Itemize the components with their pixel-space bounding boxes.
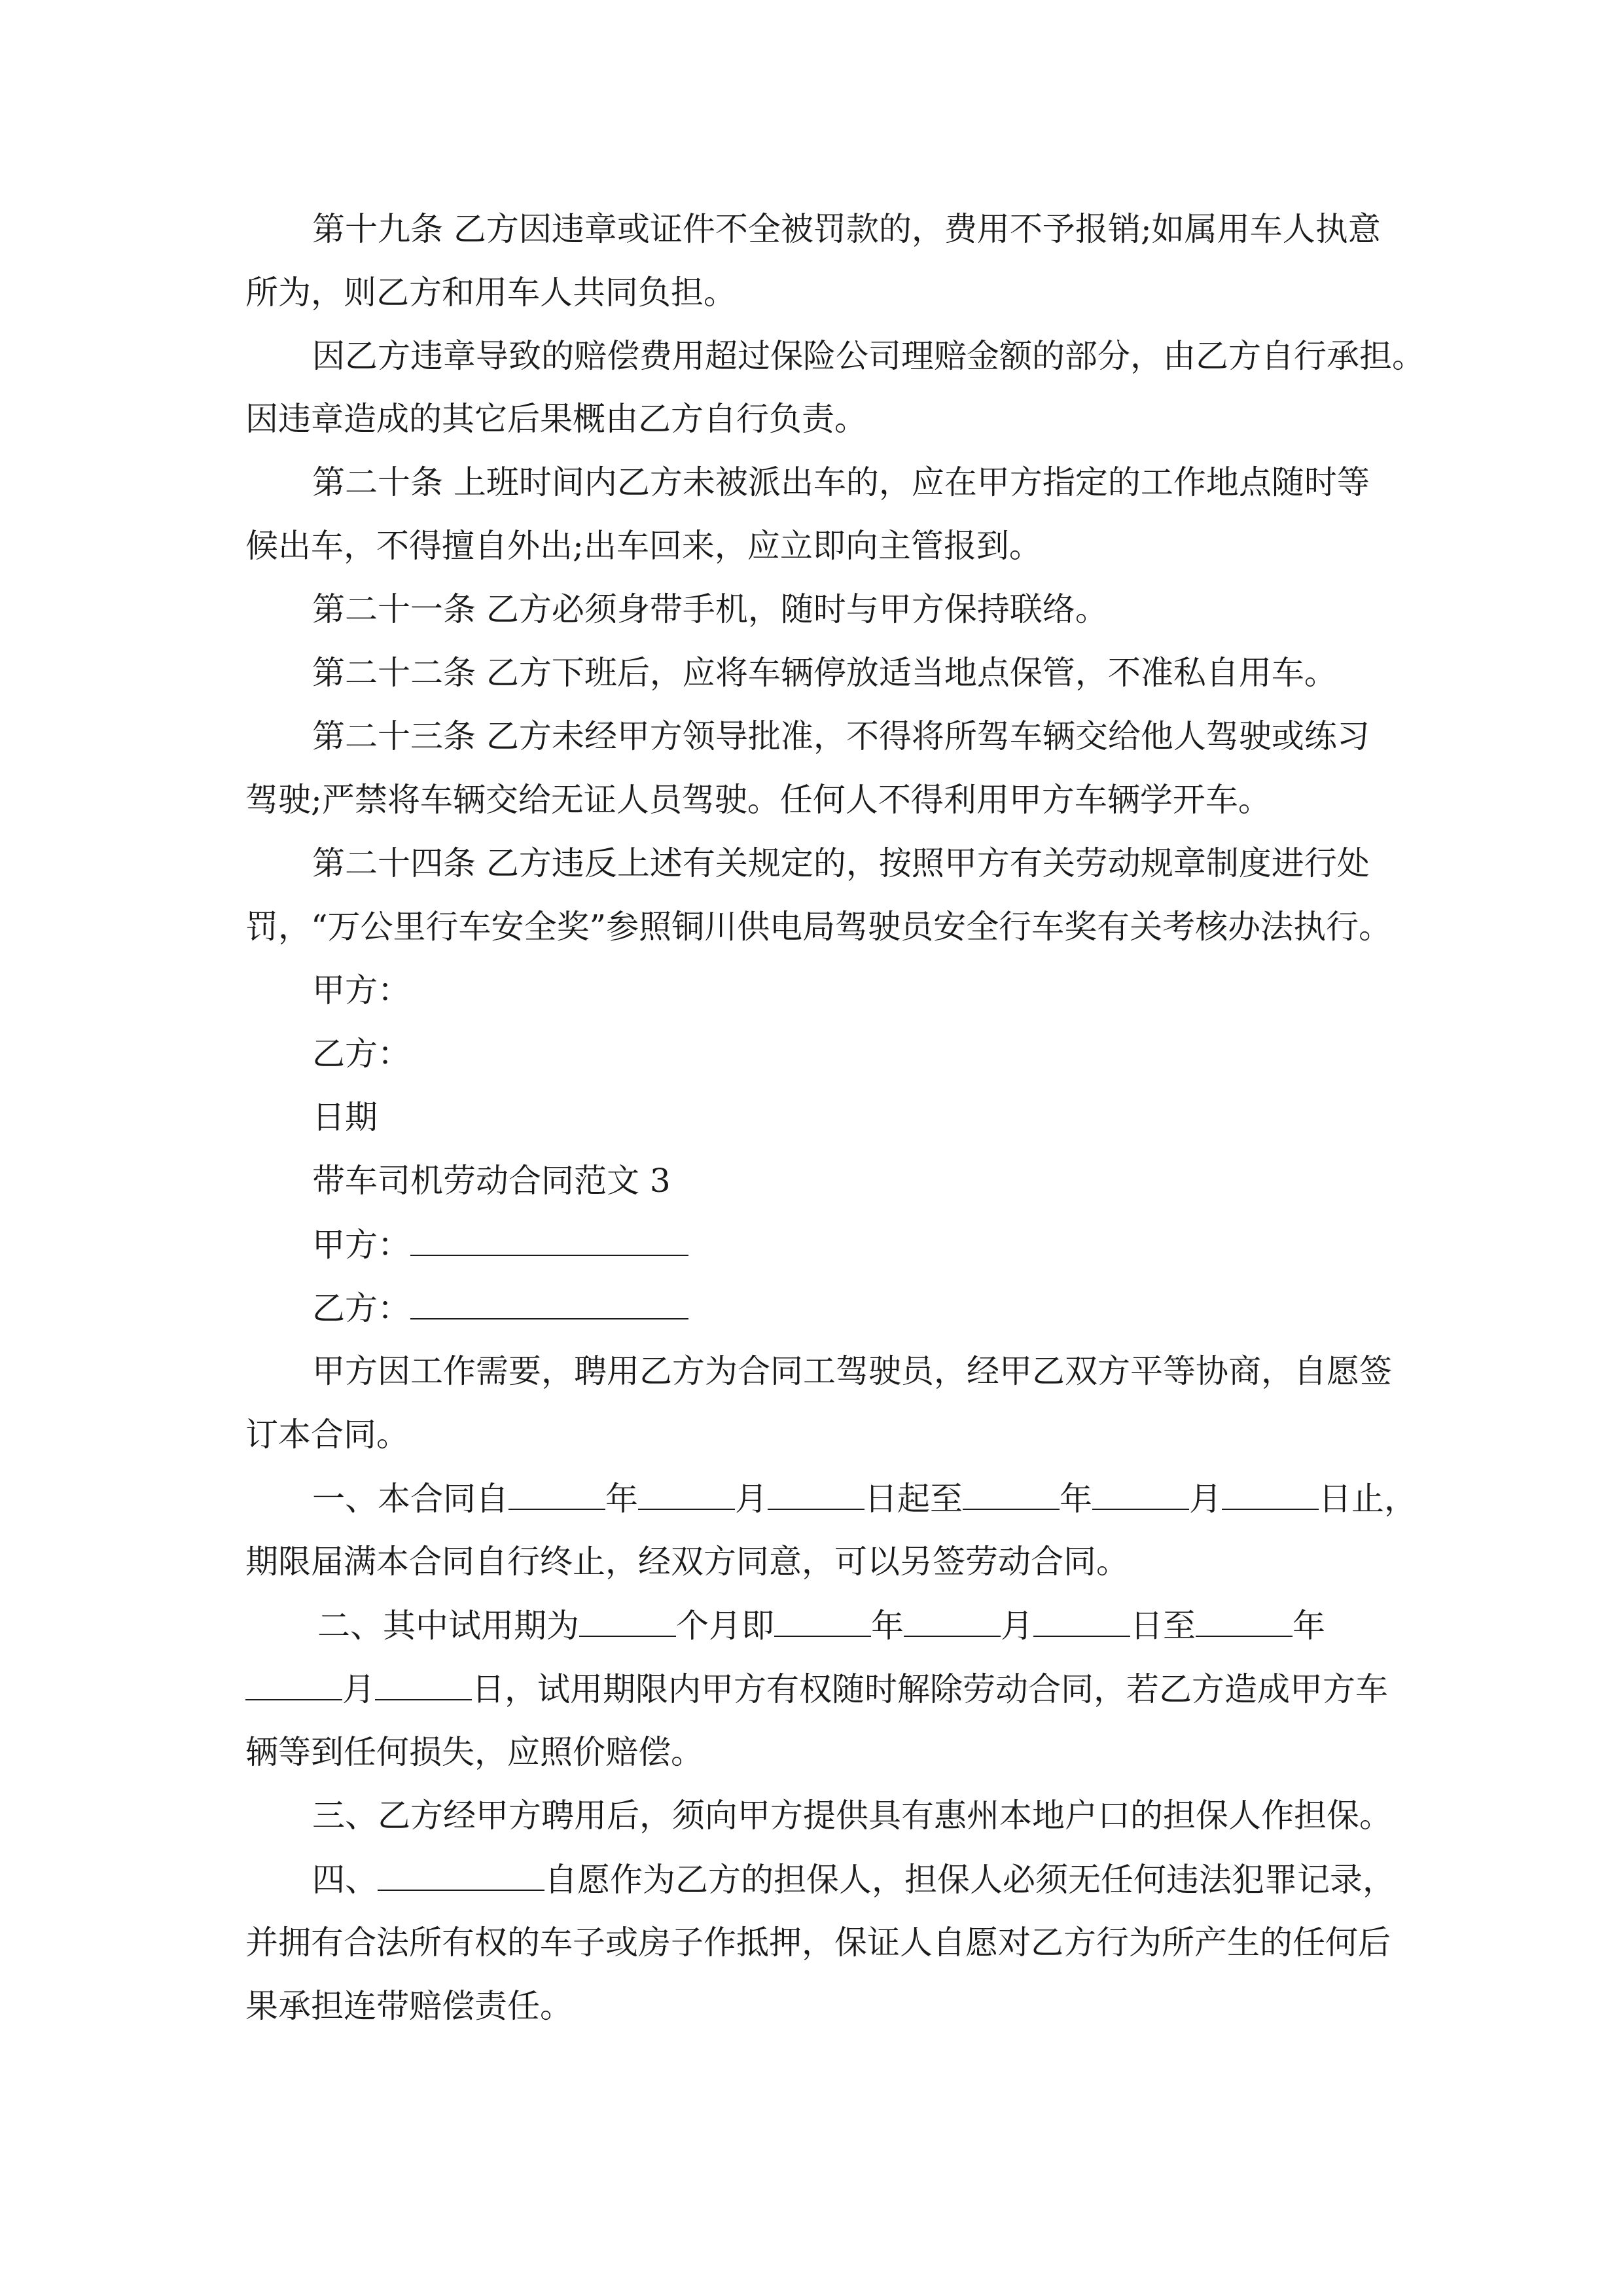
intro-line-1: 甲方因工作需要，聘用乙方为合同工驾驶员，经甲乙双方平等协商，自愿签 <box>312 1352 1392 1390</box>
date-label: 日期 <box>312 1098 378 1136</box>
clause-2-start: 二、其中试用期为 <box>317 1607 579 1645</box>
paragraph-liability-line-2: 因违章造成的其它后果概由乙方自行负责。 <box>245 400 867 438</box>
clause-2-blank <box>375 1668 472 1700</box>
clause-1-blank <box>508 1477 605 1510</box>
clause-1-year: 年 <box>605 1480 638 1518</box>
clause-1-start: 一、本合同自 <box>312 1480 508 1518</box>
clause-1-line-2: 期限届满本合同自行终止，经双方同意，可以另签劳动合同。 <box>245 1543 1129 1581</box>
clause-2-line-2 <box>245 1668 1397 1710</box>
clause-1-blank <box>638 1477 735 1510</box>
clause-1-year-2: 年 <box>1060 1480 1092 1518</box>
party-b-label: 乙方： <box>312 1035 410 1073</box>
party-b-field-label: 乙方： <box>312 1289 410 1327</box>
clause-2-blank <box>1033 1604 1130 1637</box>
clause-4-line-2: 并拥有合法所有权的车子或房子作抵押，保证人自愿对乙方行为所产生的任何后 <box>245 1924 1391 1962</box>
clause-2-blank <box>904 1604 1001 1637</box>
contract-3-title: 带车司机劳动合同范文 3 <box>312 1162 671 1200</box>
clause-1-blank <box>1092 1477 1189 1510</box>
article-22: 第二十二条 乙方下班后，应将车辆停放适当地点保管，不准私自用车。 <box>312 654 1337 692</box>
clause-2-blank <box>774 1604 871 1637</box>
clause-1-blank <box>768 1477 865 1510</box>
party-a-label: 甲方： <box>312 971 410 1009</box>
article-19-line-1: 第十九条 乙方因违章或证件不全被罚款的，费用不予报销;如属用车人执意 <box>312 210 1381 248</box>
article-20-line-1: 第二十条 上班时间内乙方未被派出车的，应在甲方指定的工作地点随时等 <box>312 463 1370 501</box>
intro-line-2: 订本合同。 <box>245 1416 409 1454</box>
party-a-field-label: 甲方： <box>312 1226 410 1264</box>
clause-2-blank <box>1196 1604 1293 1637</box>
clause-2-month: 月 <box>1001 1607 1033 1645</box>
clause-2-month-2: 月 <box>342 1670 375 1708</box>
guarantor-blank <box>378 1858 544 1891</box>
clause-1-blank <box>1222 1477 1319 1510</box>
article-23-line-2: 驾驶;严禁将车辆交给无证人员驾驶。任何人不得利用甲方车辆学开车。 <box>245 781 1271 819</box>
clause-1-end: 日止， <box>1319 1480 1417 1518</box>
party-a-field <box>312 1223 688 1266</box>
clause-4-start: 四、 <box>312 1861 378 1899</box>
clause-2-year-2: 年 <box>1293 1607 1325 1645</box>
clause-1-blank <box>963 1477 1060 1510</box>
article-20-line-2: 候出车，不得擅自外出;出车回来，应立即向主管报到。 <box>245 527 1042 565</box>
clause-2-year: 年 <box>871 1607 904 1645</box>
article-23-line-1: 第二十三条 乙方未经甲方领导批准，不得将所驾车辆交给他人驾驶或练习 <box>312 717 1370 755</box>
paragraph-liability-line-1: 因乙方违章导致的赔偿费用超过保险公司理赔金额的部分，由乙方自行承担。 <box>312 337 1425 375</box>
clause-3: 三、乙方经甲方聘用后，须向甲方提供具有惠州本地户口的担保人作担保。 <box>312 1797 1392 1835</box>
party-b-blank <box>410 1287 688 1319</box>
clause-4-line-1 <box>312 1858 1399 1901</box>
clause-2-day-to: 日至 <box>1130 1607 1196 1645</box>
article-19-line-2: 所为，则乙方和用车人共同负担。 <box>245 274 736 312</box>
clause-2-rest: 日，试用期限内甲方有权随时解除劳动合同，若乙方造成甲方车 <box>472 1670 1388 1708</box>
clause-2-blank <box>579 1604 676 1637</box>
article-24-line-2: 罚，“万公里行车安全奖”参照铜川供电局驾驶员安全行车奖有关考核办法执行。 <box>245 908 1392 946</box>
clause-2-blank <box>245 1668 342 1700</box>
clause-1-month-2: 月 <box>1189 1480 1222 1518</box>
clause-2-line-3: 辆等到任何损失，应照价赔偿。 <box>245 1733 704 1771</box>
clause-1-month: 月 <box>735 1480 768 1518</box>
clause-1-line-1 <box>312 1477 1417 1520</box>
party-a-blank <box>410 1223 688 1256</box>
article-21: 第二十一条 乙方必须身带手机，随时与甲方保持联络。 <box>312 590 1108 628</box>
clause-4-text: 自愿作为乙方的担保人，担保人必须无任何违法犯罪记录， <box>544 1861 1395 1899</box>
article-24-line-1: 第二十四条 乙方违反上述有关规定的，按照甲方有关劳动规章制度进行处 <box>312 844 1370 882</box>
clause-2-months: 个月即 <box>676 1607 774 1645</box>
clause-4-line-3: 果承担连带赔偿责任。 <box>245 1987 573 2025</box>
clause-2-line-1 <box>317 1604 1469 1647</box>
party-b-field <box>312 1287 688 1329</box>
clause-1-day-from: 日起至 <box>865 1480 963 1518</box>
